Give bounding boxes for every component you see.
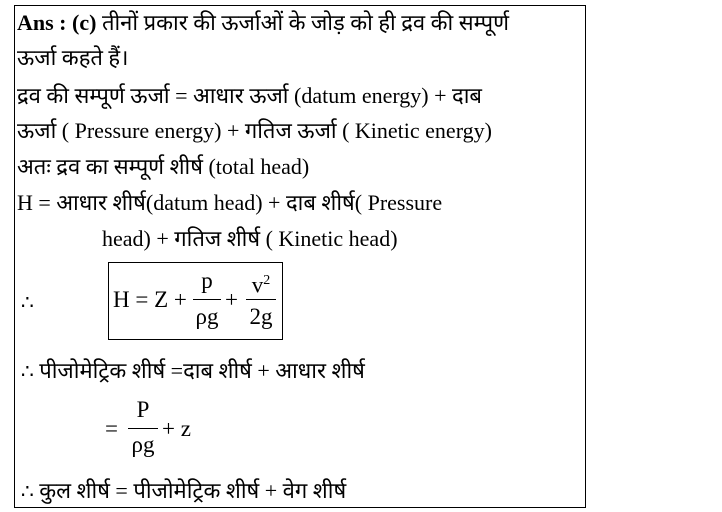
total-head-formula-box [108, 262, 283, 340]
answer-intro-2: ऊर्जा कहते हैं। [17, 45, 129, 70]
formula-p-numerator: p [201, 268, 213, 293]
formula-lhs: H = Z + [113, 287, 187, 312]
formula-plus: + [225, 287, 238, 312]
piezometric-rest: + z [162, 416, 191, 441]
formula-v-exponent: 2 [263, 273, 271, 288]
head-line-1: अतः द्रव का सम्पूर्ण शीर्ष (total head) [17, 154, 310, 179]
piezometric-numerator: P [136, 397, 150, 422]
answer-label: Ans : (c) [17, 10, 97, 35]
formula-v-denominator: 2g [249, 304, 273, 329]
formula-p-denominator: ρg [195, 304, 219, 329]
head-line-3: head) + गतिज शीर्ष ( Kinetic head) [102, 226, 398, 251]
formula-fraction-bar-2 [246, 299, 276, 300]
therefore-symbol-2: ∴ [21, 359, 34, 383]
piezometric-text: पीजोमेट्रिक शीर्ष =दाब शीर्ष + आधार शीर्ष [39, 358, 365, 383]
therefore-symbol-3: ∴ [21, 479, 34, 503]
total-head-line [21, 478, 346, 504]
piezometric-equals: = [105, 416, 118, 441]
head-line-2: H = आधार शीर्ष(datum head) + दाब शीर्ष( Pressure [17, 190, 443, 215]
formula-v-numerator [244, 269, 278, 298]
therefore-symbol: ∴ [21, 290, 34, 314]
total-head-text: कुल शीर्ष = पीजोमेट्रिक शीर्ष + वेग शीर्ष [39, 478, 347, 503]
formula-v: v [251, 272, 264, 298]
answer-line-1 [17, 10, 509, 36]
answer-intro-1: तीनों प्रकार की ऊर्जाओं के जोड़ को ही द्रव की सम्पूर्ण [101, 10, 510, 35]
piezometric-denominator: ρg [131, 432, 155, 457]
piezometric-fraction-bar [128, 428, 158, 429]
energy-line-2: ऊर्जा ( Pressure energy) + गतिज ऊर्जा ( Kinetic energy) [17, 118, 492, 143]
piezometric-line [21, 358, 365, 384]
answer-box [14, 5, 586, 508]
energy-line-1: द्रव की सम्पूर्ण ऊर्जा = आधार ऊर्जा (datum energy) + दाब [17, 83, 482, 108]
formula-fraction-bar-1 [193, 299, 221, 300]
